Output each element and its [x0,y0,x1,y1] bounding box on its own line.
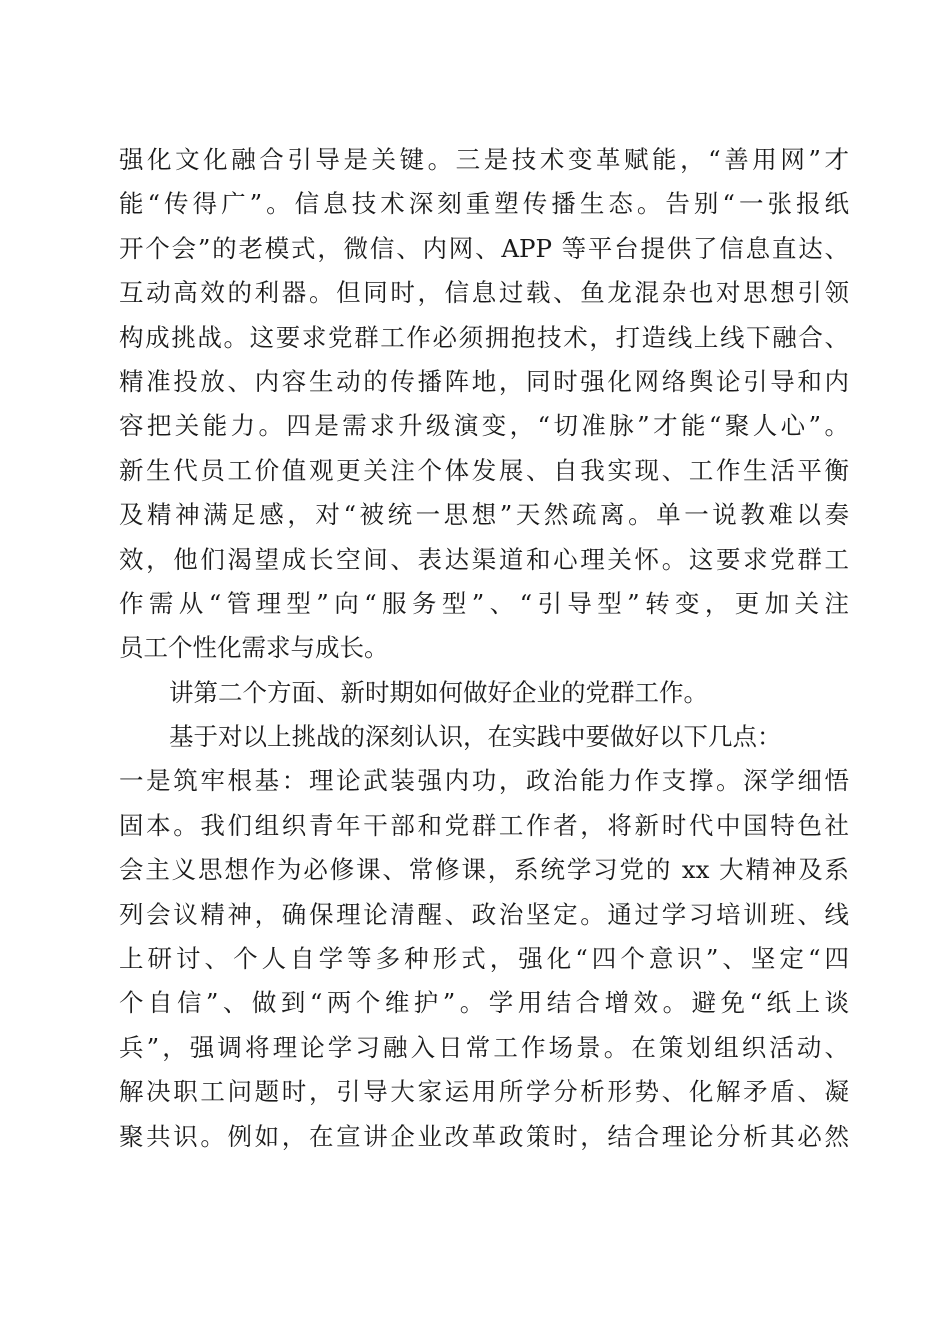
text-line: 固本。我们组织青年干部和党群工作者，将新时代中国特色社 [119,810,849,840]
text-line: 聚共识。例如，在宣讲企业改革政策时，结合理论分析其必然 [119,1121,849,1151]
text-line: 列会议精神，确保理论清醒、政治坚定。通过学习培训班、线 [119,899,849,929]
text-line: 新生代员工价值观更关注个体发展、自我实现、工作生活平衡 [119,455,849,485]
paragraph-first-line: 基于对以上挑战的深刻认识，在实践中要做好以下几点： [169,722,782,752]
text-line: 精准投放、内容生动的传播阵地，同时强化网络舆论引导和内 [119,366,849,396]
text-line: 构成挑战。这要求党群工作必须拥抱技术，打造线上线下融合、 [119,322,849,352]
text-line: 作需从“管理型”向“服务型”、“引导型”转变，更加关注 [119,588,849,618]
section-heading-line: 讲第二个方面、新时期如何做好企业的党群工作。 [169,677,708,707]
text-line: 一是筑牢根基：理论武装强内功，政治能力作支撑。深学细悟 [119,766,849,796]
text-line: 容把关能力。四是需求升级演变，“切准脉”才能“聚人心”。 [119,411,849,441]
body-text [119,138,849,1159]
text-line: 能“传得广”。信息技术深刻重塑传播生态。告别“一张报纸 [119,189,849,219]
text-line: 个自信”、做到“两个维护”。学用结合增效。避免“纸上谈 [119,988,849,1018]
text-line: 员工个性化需求与成长。 [119,633,389,663]
text-line: 解决职工问题时，引导大家运用所学分析形势、化解矛盾、凝 [119,1077,849,1107]
text-line: 上研讨、个人自学等多种形式，强化“四个意识”、坚定“四 [119,944,849,974]
text-line: 及精神满足感，对“被统一思想”天然疏离。单一说教难以奏 [119,500,849,530]
text-line: 互动高效的利器。但同时，信息过载、鱼龙混杂也对思想引领 [119,278,849,308]
text-line: 会主义思想作为必修课、常修课，系统学习党的 xx 大精神及系 [119,855,849,885]
text-line: 兵”，强调将理论学习融入日常工作场景。在策划组织活动、 [119,1032,849,1062]
text-line: 强化文化融合引导是关键。三是技术变革赋能，“善用网”才 [119,145,849,174]
text-line: 开个会”的老模式，微信、内网、APP 等平台提供了信息直达、 [119,233,849,263]
text-line: 效，他们渴望成长空间、表达渠道和心理关怀。这要求党群工 [119,544,849,574]
